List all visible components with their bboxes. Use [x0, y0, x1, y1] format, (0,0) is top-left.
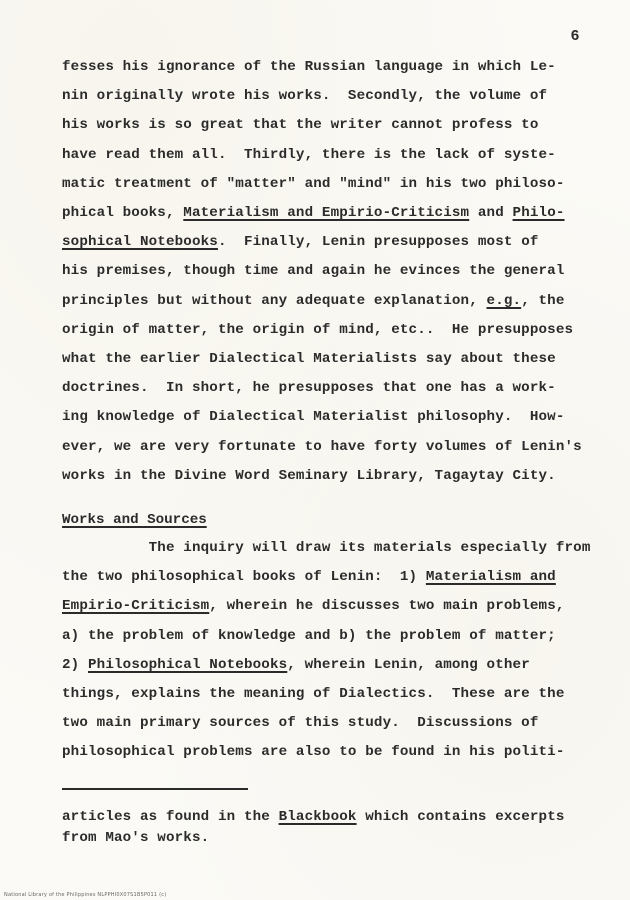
section-line [62, 538, 591, 558]
text-run: , wherein Lenin, among other [287, 656, 530, 673]
text-run: ing knowledge of Dialectical Materialist philosophy. How- [62, 409, 565, 426]
underlined-title: Philo- [512, 205, 565, 221]
section-line [62, 742, 565, 762]
section-line [62, 713, 539, 733]
page-number: 6 [570, 28, 580, 45]
body-line [62, 174, 565, 194]
body-line [62, 378, 556, 398]
body-line [62, 145, 556, 165]
text-run: The inquiry will draw its materials especially from [62, 540, 591, 556]
scan-credit: National Library of the Philippines NLPPHI0X07S1B5P011 (c) [4, 892, 167, 898]
text-run: 2) [62, 656, 88, 673]
text-run: two main primary sources of this study. Discussions of [62, 715, 539, 732]
section-line [62, 626, 556, 646]
body-line [62, 291, 565, 311]
underlined-title: Blackbook [278, 809, 357, 825]
text-run: . Finally, Lenin presupposes most of [217, 234, 539, 251]
body-line [62, 203, 565, 223]
text-run: which contains excerpts [356, 809, 565, 825]
text-run: the two philosophical books of Lenin: 1) [62, 569, 426, 586]
text-run: works in the Divine Word Seminary Library, Tagaytay City. [62, 467, 556, 484]
text-run: nin originally wrote his works. Secondly, the volume of [62, 88, 548, 105]
section-line [62, 684, 565, 704]
text-run: phical books, [62, 205, 184, 221]
underlined-title: Philosophical Notebooks [88, 656, 288, 673]
body-line [62, 86, 547, 106]
section-heading: Works and Sources [62, 512, 207, 528]
body-line [62, 232, 539, 252]
footnote-line [62, 828, 209, 848]
text-run: ever, we are very fortunate to have forty volumes of Lenin's [62, 438, 582, 455]
body-line [62, 261, 565, 281]
body-line [62, 407, 565, 427]
text-run: fesses his ignorance of the Russian language in which Le- [62, 59, 556, 75]
text-run: and [469, 205, 513, 221]
section-line [62, 567, 556, 587]
text-run: articles as found in the [62, 809, 279, 825]
text-run: principles but without any adequate explanation, [62, 292, 487, 309]
body-line [62, 320, 573, 340]
body-line [62, 349, 556, 369]
text-run: a) the problem of knowledge and b) the problem of matter; [62, 627, 556, 644]
underlined-title: Materialism and Empirio-Criticism [183, 205, 470, 221]
footnote-separator [62, 788, 248, 790]
underlined-title: sophical Notebooks [62, 234, 218, 251]
text-run: things, explains the meaning of Dialectics. These are the [62, 686, 565, 702]
body-line [62, 115, 539, 135]
text-run: what the earlier Dialectical Materialists say about these [62, 351, 556, 367]
text-run: have read them all. Thirdly, there is the lack of syste- [62, 146, 556, 163]
text-run: his works is so great that the writer cannot profess to [62, 117, 539, 134]
underlined-title: Empirio-Criticism [62, 598, 210, 615]
section-line [62, 596, 565, 616]
text-run: philosophical problems are also to be found in his politi- [62, 744, 565, 761]
underlined-title: Materialism and [425, 569, 556, 586]
text-run: origin of matter, the origin of mind, etc.. He presupposes [62, 321, 574, 338]
section-line [62, 655, 530, 675]
body-line [62, 437, 582, 457]
text-run: , the [521, 292, 565, 309]
text-run: matic treatment of "matter" and "mind" in his two philoso- [62, 175, 565, 192]
footnote-line [62, 807, 565, 827]
body-line [62, 466, 556, 486]
text-run: from Mao's works. [62, 830, 210, 846]
text-run: doctrines. In short, he presupposes that one has a work- [62, 380, 556, 397]
underlined-title: e.g. [486, 292, 522, 309]
body-line [62, 57, 556, 77]
text-run: , wherein he discusses two main problems, [209, 598, 565, 615]
text-run: his premises, though time and again he evinces the general [62, 263, 565, 280]
